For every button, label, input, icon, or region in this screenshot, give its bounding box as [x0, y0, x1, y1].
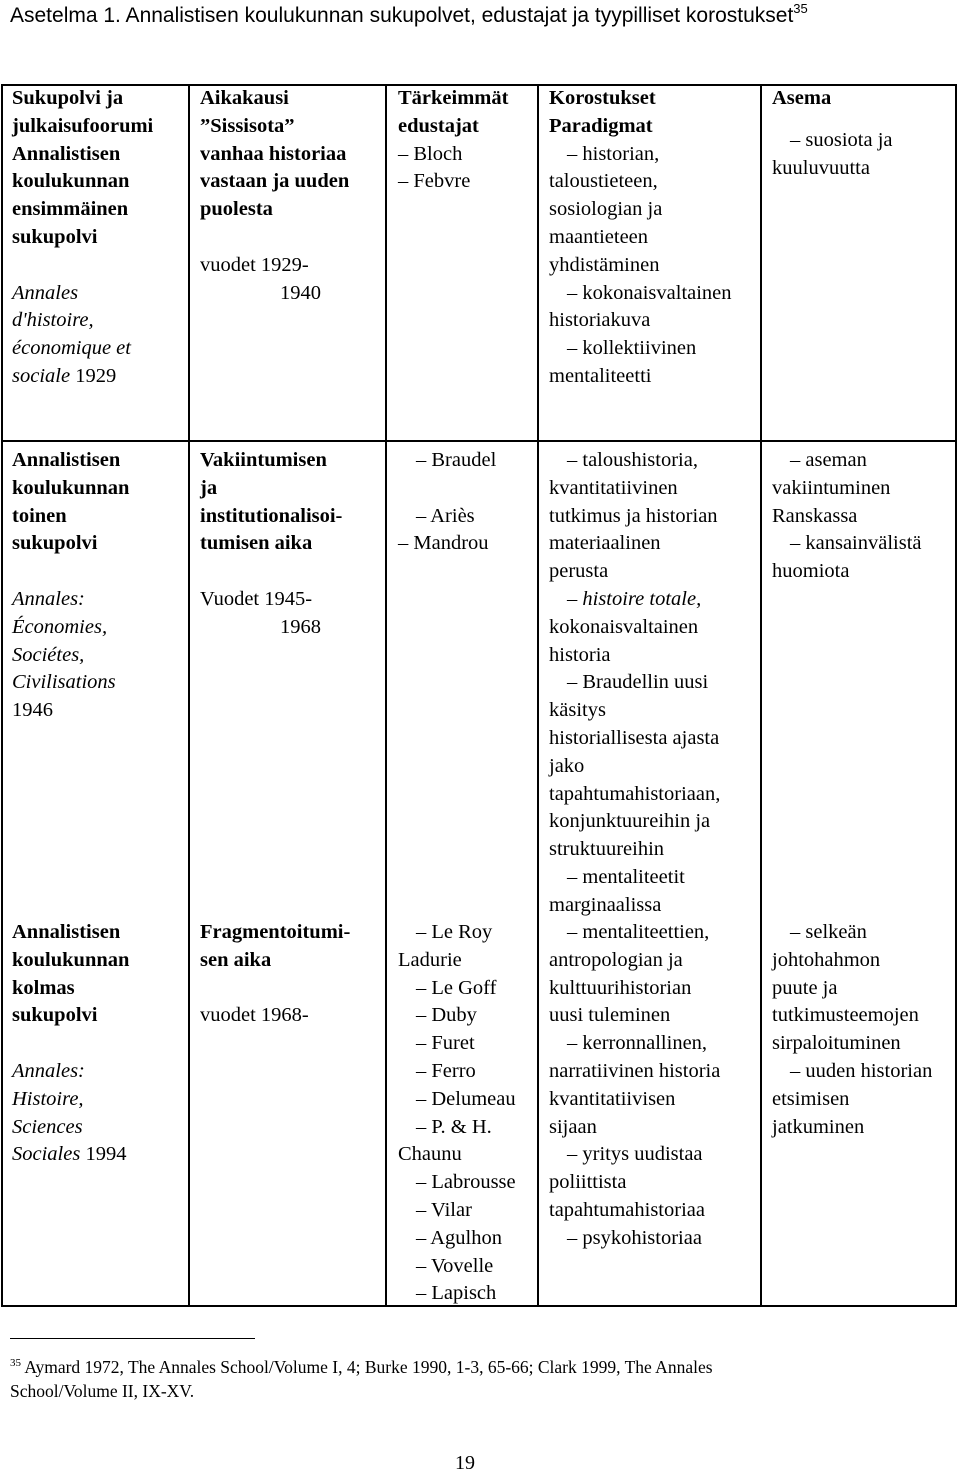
- name-text: Vilar: [431, 1198, 472, 1221]
- column-heading: Paradigmat: [549, 114, 653, 137]
- name-text: Ferro: [431, 1059, 476, 1082]
- journal-year: 1929: [75, 364, 117, 387]
- table-divider-col-2: [385, 84, 387, 1307]
- name-text: P. & H.: [431, 1115, 492, 1138]
- cell-text: materiaalinen: [549, 532, 661, 555]
- cell-text: yritys uudistaa: [582, 1143, 703, 1166]
- name-text: Chaunu: [398, 1143, 462, 1166]
- row-3-representatives-cell: [398, 919, 535, 1308]
- journal-name: Sociales: [12, 1143, 81, 1166]
- row-1-representatives-cell: [398, 85, 535, 196]
- table-border-right: [955, 84, 957, 1307]
- name-text: Furet: [431, 1032, 475, 1055]
- cell-text: vastaan ja uuden: [200, 170, 350, 193]
- dash: –: [567, 281, 578, 304]
- cell-text: huomiota: [772, 560, 850, 583]
- cell-text: suosiota ja: [805, 128, 893, 151]
- dash: –: [567, 921, 578, 943]
- journal-name: d'histoire,: [12, 309, 94, 332]
- cell-text: sukupolvi: [12, 1004, 98, 1027]
- row-1-generation-cell: [12, 85, 186, 391]
- title-footnote-ref: 35: [793, 1, 808, 16]
- dash: –: [790, 449, 801, 471]
- cell-text: historian,: [582, 142, 660, 165]
- row-2-emphases-cell: [549, 447, 758, 920]
- cell-text: sirpaloituminen: [772, 1032, 901, 1055]
- name-text: Ladurie: [398, 948, 462, 971]
- cell-text: tutkimus ja historian: [549, 504, 718, 527]
- row-3-emphases-cell: [549, 919, 758, 1253]
- name-text: Duby: [431, 1004, 477, 1027]
- dash: –: [790, 1059, 801, 1082]
- cell-text: yhdistäminen: [549, 253, 660, 276]
- cell-text: vanhaa historiaa: [200, 142, 347, 165]
- cell-text: maantieteen: [549, 225, 649, 248]
- row-1-status-cell: [772, 85, 953, 182]
- name-text: Lapisch: [431, 1282, 497, 1305]
- cell-text: struktuureihin: [549, 838, 665, 861]
- cell-text: koulukunnan: [12, 948, 130, 971]
- journal-name: Annales:: [12, 587, 85, 610]
- cell-text: tapahtumahistoriaa: [549, 1198, 705, 1221]
- page-number: 19: [455, 1452, 475, 1474]
- footnote-separator: [10, 1338, 255, 1339]
- journal-name: sociale: [12, 364, 71, 387]
- title-text: Asetelma 1. Annalistisen koulukunnan sukupolvet, edustajat ja tyypilliset korostukset: [10, 4, 794, 27]
- dash: –: [567, 449, 578, 471]
- cell-text: mentaliteettien,: [582, 921, 710, 943]
- row-2-status-cell: [772, 447, 953, 586]
- name-text: Bloch: [413, 142, 463, 165]
- name-text: Labrousse: [431, 1171, 516, 1194]
- cell-text: institutionalisoi-: [200, 504, 343, 527]
- journal-name: Sciences: [12, 1115, 83, 1138]
- cell-text: etsimisen: [772, 1087, 850, 1110]
- row-2-period-cell: [200, 447, 383, 642]
- cell-text: mentaliteetit: [582, 865, 685, 888]
- cell-text: uuden historian: [805, 1059, 933, 1082]
- cell-text: julkaisufoorumi: [12, 114, 154, 137]
- cell-text: aseman: [805, 449, 867, 471]
- dash: –: [567, 142, 578, 165]
- cell-text: Ranskassa: [772, 504, 858, 527]
- column-heading: Aikakausi: [200, 87, 289, 109]
- cell-text: johtohahmon: [772, 948, 881, 971]
- cell-text: perusta: [549, 560, 609, 583]
- dash: –: [416, 1115, 427, 1138]
- cell-text: uusi tuleminen: [549, 1004, 671, 1027]
- dash: –: [416, 921, 427, 943]
- dash: –: [567, 1226, 578, 1249]
- column-heading: edustajat: [398, 114, 479, 137]
- cell-text: marginaalissa: [549, 893, 662, 916]
- row-1-emphases-cell: [549, 85, 758, 391]
- dash: –: [790, 532, 801, 555]
- dash: –: [416, 1087, 427, 1110]
- cell-text: psykohistoriaa: [582, 1226, 702, 1249]
- name-text: Vovelle: [431, 1254, 494, 1277]
- cell-text: Annalistisen: [12, 449, 121, 471]
- cell-text: puute ja: [772, 976, 838, 999]
- cell-text: kvantitatiivinen: [549, 476, 678, 499]
- dash: –: [416, 504, 427, 527]
- journal-name: Civilisations: [12, 671, 116, 694]
- cell-text: käsitys: [549, 699, 606, 722]
- representative-name: [398, 168, 535, 196]
- dash: –: [416, 976, 427, 999]
- name-text: Ariès: [430, 504, 475, 527]
- cell-text: kulttuurihistorian: [549, 976, 692, 999]
- cell-text: kollektiivinen: [582, 337, 697, 360]
- table-divider-col-1: [188, 84, 190, 1307]
- cell-text: antropologian ja: [549, 948, 683, 971]
- table-divider-col-4: [760, 84, 762, 1307]
- table-border-left: [1, 84, 3, 1307]
- cell-text: narratiivinen historia: [549, 1059, 721, 1082]
- cell-text: koulukunnan: [12, 476, 130, 499]
- cell-text: Sukupolvi ja: [12, 87, 124, 109]
- journal-year: 1946: [12, 699, 53, 722]
- cell-text: Annalistisen: [12, 142, 121, 165]
- row-3-period-cell: [200, 919, 383, 1030]
- dash: –: [416, 1282, 427, 1305]
- cell-text: Vakiintumisen: [200, 449, 327, 471]
- period-years: Vuodet 1945-: [200, 587, 313, 610]
- cell-text: selkeän: [805, 921, 867, 943]
- dash: –: [398, 142, 409, 165]
- dash: –: [567, 587, 578, 610]
- cell-text: tutkimusteemojen: [772, 1004, 919, 1027]
- footnote-number: 35: [10, 1357, 21, 1369]
- cell-text: tapahtumahistoriaan,: [549, 782, 721, 805]
- dash: –: [416, 1226, 427, 1249]
- cell-text: historia: [549, 643, 611, 666]
- cell-text: Annalistisen: [12, 921, 121, 943]
- journal-year: 1994: [85, 1143, 127, 1166]
- column-heading: Tärkeimmät: [398, 87, 509, 109]
- journal-name: Annales:: [12, 1059, 85, 1082]
- cell-text: historiallisesta ajasta: [549, 726, 720, 749]
- column-heading: Korostukset: [549, 87, 656, 109]
- name-text: Le Roy: [431, 921, 493, 943]
- cell-text: kokonaisvaltainen: [582, 281, 732, 304]
- cell-text: Fragmentoitumi-: [200, 921, 351, 943]
- row-1-period-cell: [200, 85, 383, 307]
- cell-text: poliittista: [549, 1171, 627, 1194]
- dash: –: [416, 1198, 427, 1221]
- cell-text: ja: [200, 476, 218, 499]
- dash: –: [416, 1032, 427, 1055]
- cell-text: jatkuminen: [772, 1115, 865, 1138]
- cell-text: kolmas: [12, 976, 75, 999]
- cell-text: kansainvälistä: [805, 532, 922, 555]
- cell-text: kvantitatiivisen: [549, 1087, 676, 1110]
- cell-text: puolesta: [200, 198, 273, 221]
- footnote-text: School/Volume II, IX-XV.: [10, 1381, 195, 1401]
- journal-name: économique et: [12, 337, 131, 360]
- cell-text: histoire totale,: [582, 587, 702, 610]
- period-years: vuodet 1968-: [200, 1004, 309, 1027]
- cell-text: sukupolvi: [12, 532, 98, 555]
- dash: –: [416, 1171, 427, 1194]
- dash: –: [416, 449, 427, 471]
- dash: –: [416, 1254, 427, 1277]
- journal-name: Économies,: [12, 615, 108, 638]
- row-2-generation-cell: [12, 447, 186, 725]
- row-3-generation-cell: [12, 919, 186, 1169]
- name-text: Delumeau: [431, 1087, 516, 1110]
- dash: –: [398, 170, 409, 193]
- cell-text: ”Sissisota”: [200, 114, 295, 137]
- journal-name: Annales: [12, 281, 79, 304]
- name-text: Braudel: [431, 449, 497, 471]
- dash: –: [790, 921, 801, 943]
- cell-text: Braudellin uusi: [582, 671, 709, 694]
- column-heading: Asema: [772, 87, 832, 109]
- journal-name: Histoire,: [12, 1087, 84, 1110]
- cell-text: sen aika: [200, 948, 272, 971]
- footnote-text: Aymard 1972, The Annales School/Volume I, 4; Burke 1990, 1-3, 65-66; Clark 1999, The Annales: [24, 1357, 713, 1377]
- name-text: Febvre: [413, 170, 471, 193]
- table-divider-col-3: [537, 84, 539, 1307]
- footnote: [10, 1355, 950, 1403]
- period-years-end: 1940: [280, 281, 321, 304]
- dash: –: [567, 1143, 578, 1166]
- cell-text: kokonaisvaltainen: [549, 615, 699, 638]
- figure-title: [10, 3, 955, 29]
- cell-text: sosiologian ja: [549, 198, 663, 221]
- dash: –: [398, 532, 409, 555]
- cell-text: sukupolvi: [12, 225, 98, 248]
- dash: –: [567, 1032, 578, 1055]
- name-text: Agulhon: [430, 1226, 502, 1249]
- name-text: Mandrou: [413, 532, 489, 555]
- cell-text: kuuluvuutta: [772, 156, 870, 179]
- dash: –: [567, 865, 578, 888]
- cell-text: kerronnallinen,: [582, 1032, 708, 1055]
- dash: –: [416, 1059, 427, 1082]
- period-years: vuodet 1929-: [200, 253, 309, 276]
- cell-text: sijaan: [549, 1115, 597, 1138]
- dash: –: [416, 1004, 427, 1027]
- cell-text: vakiintuminen: [772, 476, 891, 499]
- cell-text: tumisen aika: [200, 532, 313, 555]
- cell-text: taloushistoria,: [582, 449, 698, 471]
- cell-text: toinen: [12, 504, 67, 527]
- period-years-end: 1968: [280, 615, 321, 638]
- cell-text: konjunktuureihin ja: [549, 810, 711, 833]
- dash: –: [567, 337, 578, 360]
- name-text: Le Goff: [431, 976, 497, 999]
- representative-name: [398, 141, 535, 169]
- cell-text: jako: [549, 754, 585, 777]
- dash: –: [567, 671, 578, 694]
- cell-text: mentaliteetti: [549, 364, 652, 387]
- cell-text: ensimmäinen: [12, 198, 129, 221]
- row-2-representatives-cell: [398, 447, 535, 558]
- journal-name: Sociétes,: [12, 643, 85, 666]
- table-divider-row-1: [1, 440, 957, 442]
- cell-text: taloustieteen,: [549, 170, 658, 193]
- cell-text: koulukunnan: [12, 170, 130, 193]
- row-3-status-cell: [772, 919, 953, 1141]
- cell-text: historiakuva: [549, 309, 651, 332]
- dash: –: [790, 128, 801, 151]
